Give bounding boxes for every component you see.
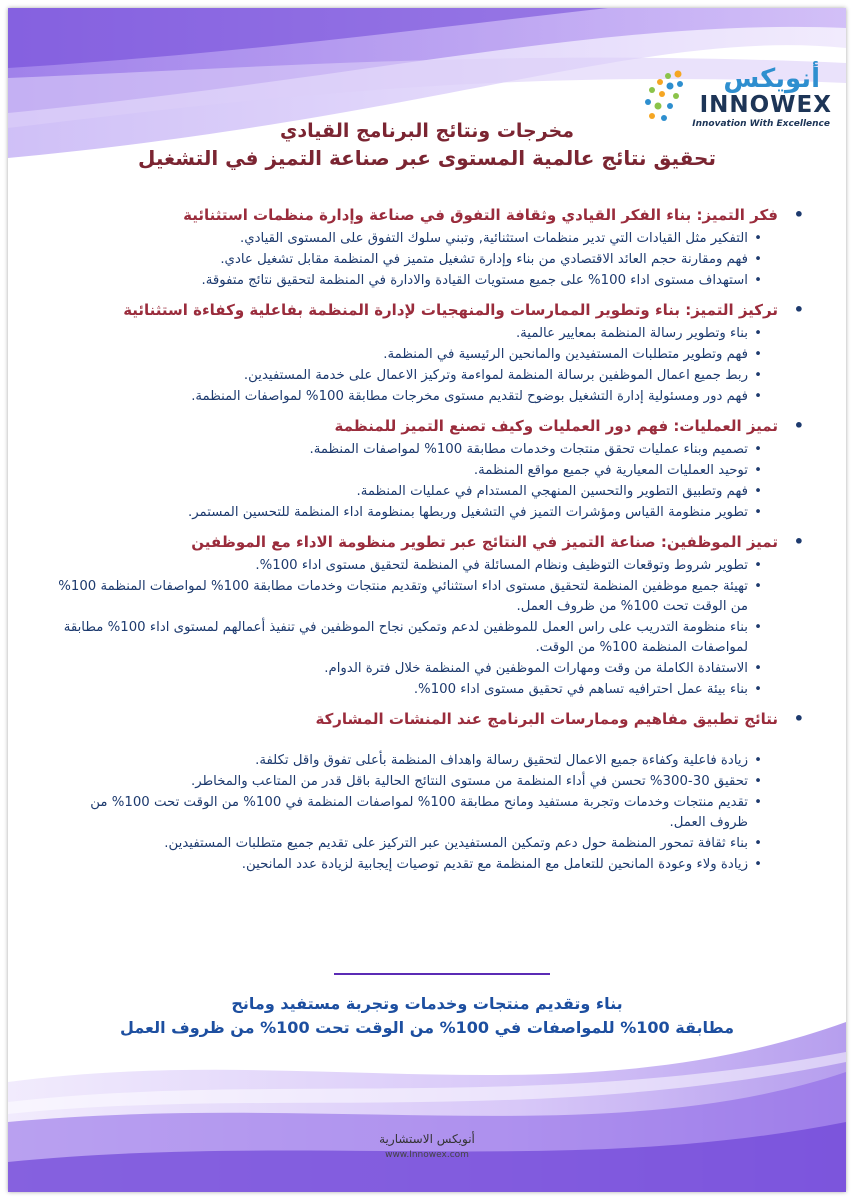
logo-english-name: INNOWEX	[699, 92, 832, 118]
content-body	[48, 206, 782, 885]
section-excellence-thinking	[48, 206, 782, 291]
closing-statement-line2: مطابقة 100% للمواصفات في 100% من الوقت تحت 100% من ظروف العمل	[120, 1018, 734, 1037]
section-heading: • تميز الموظفين: صناعة التميز في النتائج عبر تطوير منظومة الاداء مع الموظفين	[48, 533, 782, 551]
bullet-list	[48, 229, 782, 291]
list-item: • بناء منظومة التدريب على راس العمل للموظفين لدعم وتمكين نجاح الموظفين في تنفيذ أعمالهم لمستوى اداء 100% مطابقة لمواصفات المنظمة 100% من الوقت.	[48, 618, 748, 658]
list-item: • فهم وتطوير متطلبات المستفيدين والمانحين الرئيسية في المنظمة.	[48, 345, 748, 365]
section-heading: • نتائج تطبيق مفاهيم وممارسات البرنامج عند المنشات المشاركة	[48, 710, 782, 728]
list-item: • تحقيق 30-300% تحسن في أداء المنظمة من مستوى النتائج الحالية باقل قدر من المتاعب والمخاطر.	[48, 772, 748, 792]
list-item: • زيادة فاعلية وكفاءة جميع الاعمال لتحقيق رسالة واهداف المنظمة بأعلى تفوق واقل تكلفة.	[48, 751, 748, 771]
list-item: • فهم ومقارنة حجم العائد الاقتصادي من بناء وإدارة تشغيل متميز في المنظمة مقابل تشغيل عادي.	[48, 250, 748, 270]
section-excellence-focus	[48, 301, 782, 407]
list-item: • تطوير شروط وتوقعات التوظيف ونظام المسائلة في المنظمة لتحقيق مستوى اداء 100%.	[48, 556, 748, 576]
list-item: • فهم دور ومسئولية إدارة التشغيل بوضوح لتقديم مستوى مخرجات مطابقة 100% لمواصفات المنظمة.	[48, 387, 748, 407]
logo-dots-icon	[642, 68, 686, 124]
list-item: • توحيد العمليات المعيارية في جميع مواقع المنظمة.	[48, 461, 748, 481]
list-item: • بناء وتطوير رسالة المنظمة بمعايير عالمية.	[48, 324, 748, 344]
section-heading: • تميز العمليات: فهم دور العمليات وكيف تصنع التميز للمنظمة	[48, 417, 782, 435]
section-employee-excellence	[48, 533, 782, 700]
page-title: مخرجات ونتائج البرنامج القيادي	[279, 120, 575, 142]
logo-tagline: Innovation With Excellence	[692, 119, 830, 129]
list-item: • استهداف مستوى اداء 100% على جميع مستويات القيادة والادارة في المنظمة لتحقيق نتائج متفوقة.	[48, 271, 748, 291]
list-item: • بناء ثقافة تمحور المنظمة حول دعم وتمكين المستفيدين عبر التركيز على تقديم جميع متطلبات المستفيدين.	[48, 834, 748, 854]
closing-statement-line1: بناء وتقديم منتجات وخدمات وتجربة مستفيد ومانح	[231, 994, 623, 1013]
list-item: • زيادة ولاء وعودة المانحين للتعامل مع المنظمة مع تقديم توصيات إيجابية لزيادة عدد المانحين.	[48, 855, 748, 875]
bullet-list	[48, 440, 782, 523]
footer-website-link[interactable]: www.Innowex.com	[385, 1150, 469, 1160]
list-item: • تقديم منتجات وخدمات وتجربة مستفيد ومانح مطابقة 100% لمواصفات المنظمة في 100% من الوقت تحت 100% من ظروف العمل.	[48, 793, 748, 833]
list-item: • بناء بيئة عمل احترافيه تساهم في تحقيق مستوى اداء 100%.	[48, 680, 748, 700]
section-heading: • فكر التميز: بناء الفكر القيادي وثقافة التفوق في صناعة وإدارة منظمات استثنائية	[48, 206, 782, 224]
footer-company-name: أنويكس الاستشارية	[379, 1132, 475, 1146]
bullet-list	[48, 324, 782, 407]
list-item: • الاستفادة الكاملة من وقت ومهارات الموظفين في المنظمة خلال فترة الدوام.	[48, 659, 748, 679]
list-item: • فهم وتطبيق التطوير والتحسين المنهجي المستدام في عمليات المنظمة.	[48, 482, 748, 502]
list-item: • تصميم وبناء عمليات تحقق منتجات وخدمات مطابقة 100% لمواصفات المنظمة.	[48, 440, 748, 460]
logo-arabic-name: أنويكس	[723, 64, 820, 94]
section-operations-excellence	[48, 417, 782, 523]
list-item: • ربط جميع اعمال الموظفين برسالة المنظمة لمواءمة وتركيز الاعمال على خدمة المستفيدين.	[48, 366, 748, 386]
bullet-list	[48, 556, 782, 700]
list-item: • التفكير مثل القيادات التي تدير منظمات استثنائية, وتبني سلوك التفوق على المستوى القيادي.	[48, 229, 748, 249]
section-program-results	[48, 710, 782, 875]
divider-line	[334, 973, 550, 975]
section-heading: • تركيز التميز: بناء وتطوير الممارسات والمنهجيات لإدارة المنظمة بفاعلية وكفاءة استثنائية	[48, 301, 782, 319]
list-item: • تهيئة جميع موظفين المنظمة لتحقيق مستوى اداء استثنائي وتقديم منتجات وخدمات مطابقة 100% لمواصفات المنظمة 100% من الوقت تحت 100% من ظروف العمل.	[48, 577, 748, 617]
list-item: • تطوير منظومة القياس ومؤشرات التميز في التشغيل وربطها بمنظومة اداء المنظمة للتحسين المستمر.	[48, 503, 748, 523]
page-subtitle: تحقيق نتائج عالمية المستوى عبر صناعة التميز في التشغيل	[138, 146, 716, 170]
bullet-list	[48, 751, 782, 875]
document-page	[8, 8, 846, 1192]
